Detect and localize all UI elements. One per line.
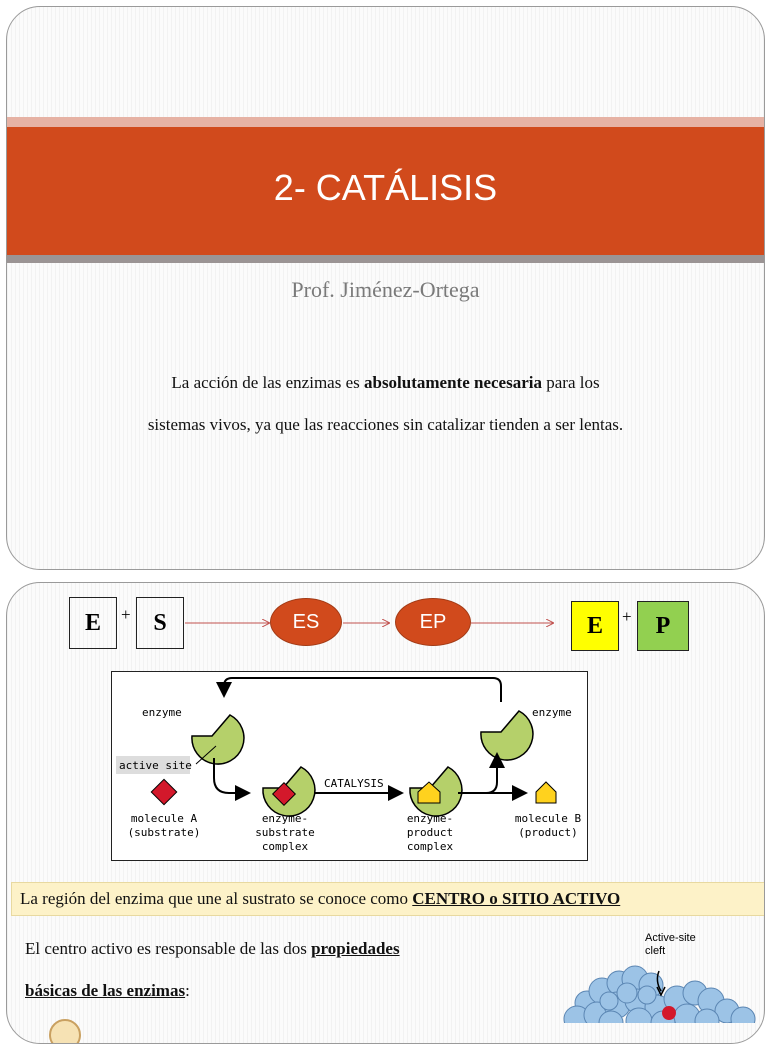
molecule-a-label-2: (substrate) <box>127 826 201 839</box>
ep-complex-label-3: complex <box>406 840 454 853</box>
molecule-a-label-1: molecule A <box>130 812 198 825</box>
substrate-box: S <box>136 597 184 649</box>
arrow-release-enzyme <box>458 754 497 793</box>
body-line-1 <box>25 939 400 959</box>
cleft-label-2: cleft <box>645 945 666 957</box>
ep-complex-label-2: product <box>406 826 454 839</box>
author: Prof. Jiménez-Ortega <box>291 277 480 302</box>
enzyme-box: E <box>69 597 117 649</box>
return-arrow <box>224 678 501 702</box>
molecule-a <box>151 779 176 804</box>
body-line-2 <box>25 981 190 1001</box>
plus-sign-2: + <box>622 607 632 626</box>
molecule-b-label-2: (product) <box>518 826 578 839</box>
intro-line-1 <box>7 373 764 393</box>
cleft-label-1: Active-site <box>645 932 696 944</box>
body-bold-2: básicas de las enzimas <box>25 981 186 1000</box>
body-text-1: El centro activo es responsable de las dos <box>25 939 312 958</box>
enzyme-label-left: enzyme <box>142 706 182 719</box>
enzyme-free-box: E <box>571 601 619 651</box>
catalysis-diagram-svg <box>112 672 586 859</box>
product-box: P <box>637 601 689 651</box>
es-complex-label-2: substrate <box>255 826 315 839</box>
body-bold-1: propiedades <box>311 939 400 958</box>
enzyme-shape-left <box>192 715 244 764</box>
es-ellipse: ES <box>270 598 342 646</box>
ep-complex-label-1: enzyme- <box>406 812 454 825</box>
intro-text-bold: absolutamente necesaria <box>363 373 542 392</box>
intro-line-2: sistemas vivos, ya que las reacciones sin catalizar tienden a ser lentas. <box>147 415 624 434</box>
molecule-b-label-1: molecule B <box>514 812 582 825</box>
es-complex-label-1: enzyme- <box>261 812 309 825</box>
region-bold: CENTRO o SITIO ACTIVO <box>412 889 621 908</box>
intro-text-b: para los <box>542 373 600 392</box>
protein-ligand <box>662 1006 676 1020</box>
active-site-label: active site <box>119 759 192 772</box>
bullet-icon <box>49 1019 81 1044</box>
plus-sign-1: + <box>121 605 131 624</box>
ep-ellipse: EP <box>395 598 471 646</box>
slide-title <box>6 6 765 570</box>
enzyme-shape-right <box>481 711 533 760</box>
title-band-bottom <box>7 255 764 263</box>
region-text: La región del enzima que une al sustrato se conoce como <box>20 889 413 908</box>
body-text-2: : <box>185 981 190 1000</box>
slide-title-text: 2- CATÁLISIS <box>273 167 498 208</box>
active-site-definition <box>11 882 765 916</box>
slide-catalysis <box>6 582 765 1044</box>
protein-structure-image <box>547 923 764 1023</box>
catalysis-diagram <box>111 671 588 861</box>
molecule-b <box>536 782 556 803</box>
enzyme-label-right: enzyme <box>532 706 572 719</box>
catalysis-label: CATALYSIS <box>324 777 384 790</box>
intro-text-a: La acción de las enzimas es <box>171 373 364 392</box>
es-complex-label-3: complex <box>261 840 309 853</box>
title-band-top <box>7 117 764 127</box>
